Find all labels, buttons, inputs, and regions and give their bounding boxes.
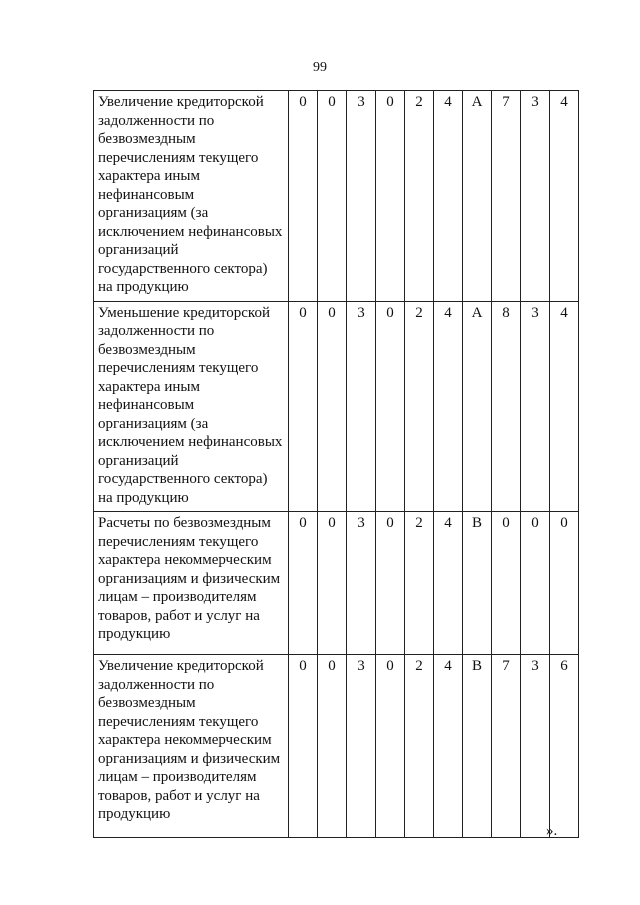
code-digit: 0 bbox=[289, 91, 318, 302]
row-description: Уменьшение кредиторской задолженности по безвозмездным перечислениям текущего характера иным нефинансовым организациям (за исключением нефинансовых организаций государственного сектора) на продукцию bbox=[94, 301, 289, 512]
code-digit: 0 bbox=[492, 512, 521, 655]
code-digit: 3 bbox=[521, 301, 550, 512]
code-digit: 0 bbox=[376, 91, 405, 302]
code-digit: 2 bbox=[405, 512, 434, 655]
code-digit: 3 bbox=[347, 655, 376, 838]
row-description: Увеличение кредиторской задолженности по безвозмездным перечислениям текущего характера иным нефинансовым организациям (за исключением нефинансовых организаций государственного сектора) на продукцию bbox=[94, 91, 289, 302]
code-digit: 3 bbox=[521, 91, 550, 302]
code-digit: 6 bbox=[550, 655, 579, 838]
code-digit: 0 bbox=[376, 655, 405, 838]
code-digit: 0 bbox=[318, 655, 347, 838]
code-digit: 4 bbox=[550, 301, 579, 512]
table-row bbox=[94, 655, 579, 838]
code-digit: 3 bbox=[347, 301, 376, 512]
code-digit: 0 bbox=[318, 301, 347, 512]
table-row bbox=[94, 301, 579, 512]
code-digit: 0 bbox=[550, 512, 579, 655]
code-digit: 0 bbox=[289, 301, 318, 512]
code-digit: 4 bbox=[550, 91, 579, 302]
code-digit: 0 bbox=[318, 91, 347, 302]
closing-quote-mark: ». bbox=[546, 823, 558, 839]
code-digit: 3 bbox=[347, 91, 376, 302]
code-digit: 4 bbox=[434, 91, 463, 302]
code-digit: 2 bbox=[405, 91, 434, 302]
code-digit: 7 bbox=[492, 91, 521, 302]
row-description: Увеличение кредиторской задолженности по безвозмездным перечислениям текущего характера некоммерческим организациям и физическим лицам – производителям товаров, работ и услуг на продукцию bbox=[94, 655, 289, 838]
code-digit: 3 bbox=[347, 512, 376, 655]
code-digit: 2 bbox=[405, 655, 434, 838]
code-digit: А bbox=[463, 91, 492, 302]
code-digit: 0 bbox=[376, 512, 405, 655]
code-digit: 2 bbox=[405, 301, 434, 512]
code-digit: 0 bbox=[289, 512, 318, 655]
code-digit: В bbox=[463, 655, 492, 838]
code-digit: 4 bbox=[434, 512, 463, 655]
code-digit: 0 bbox=[318, 512, 347, 655]
code-digit: А bbox=[463, 301, 492, 512]
table-row bbox=[94, 512, 579, 655]
code-digit: 4 bbox=[434, 301, 463, 512]
code-digit: 3 bbox=[521, 655, 550, 838]
code-digit: В bbox=[463, 512, 492, 655]
page-number: 99 bbox=[313, 60, 327, 75]
table-row bbox=[94, 91, 579, 302]
code-digit: 8 bbox=[492, 301, 521, 512]
code-digit: 4 bbox=[434, 655, 463, 838]
code-digit: 0 bbox=[521, 512, 550, 655]
code-digit: 0 bbox=[289, 655, 318, 838]
code-digit: 7 bbox=[492, 655, 521, 838]
account-codes-table bbox=[93, 90, 579, 838]
code-digit: 0 bbox=[376, 301, 405, 512]
row-description: Расчеты по безвозмездным перечислениям текущего характера некоммерческим организациям и физическим лицам – производителям товаров, работ и услуг на продукцию bbox=[94, 512, 289, 655]
